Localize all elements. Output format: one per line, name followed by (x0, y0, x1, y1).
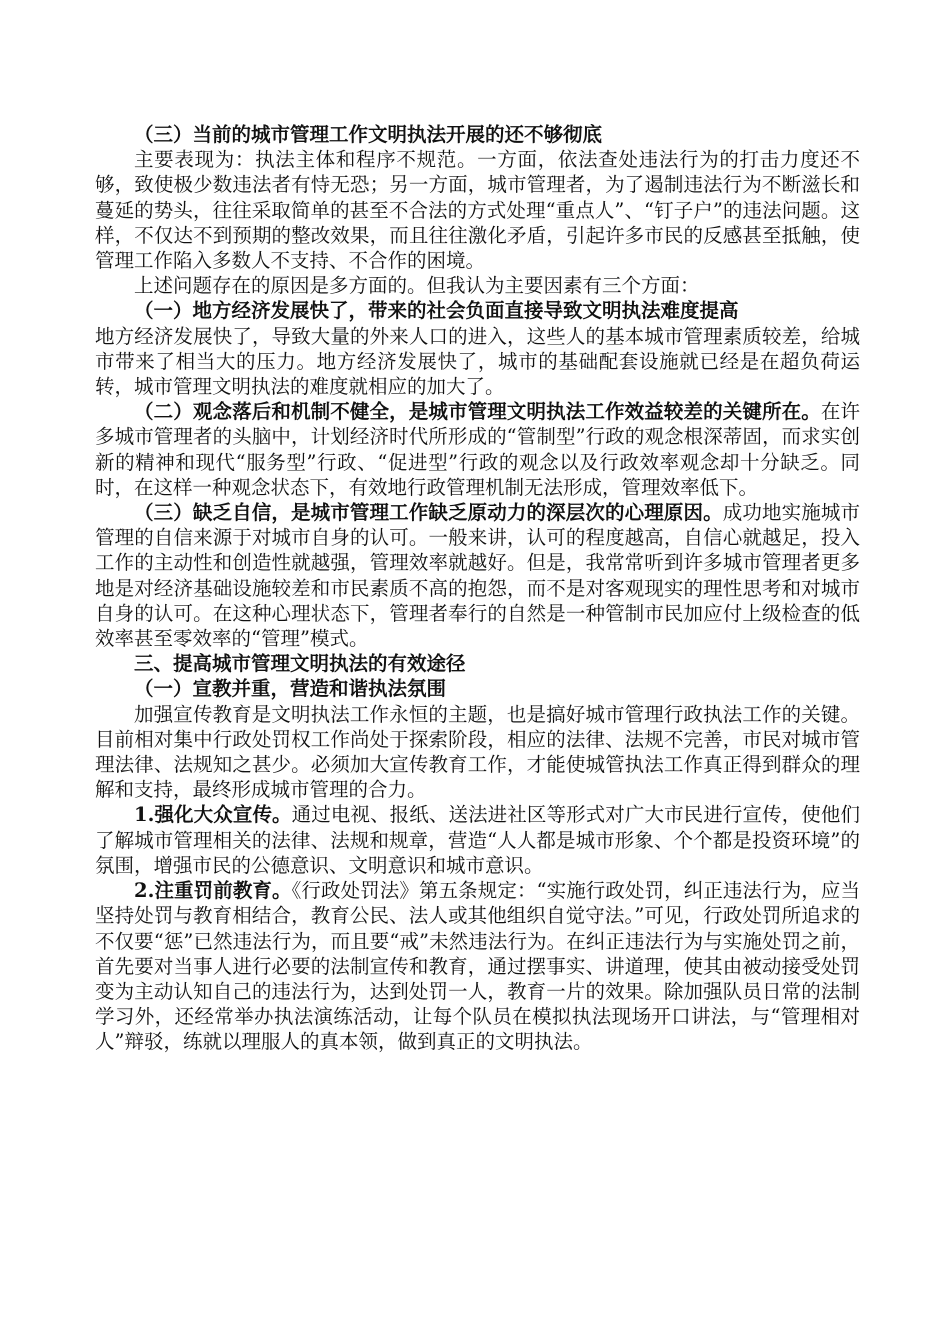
lead-cause-confidence: （三）缺乏自信，是城市管理工作缺乏原动力的深层次的心理原因。 (134, 501, 723, 525)
text-cause-concept: 在许多城市管理者的头脑中，计划经济时代所形成的“管制型”行政的观念根深蒂固，而求实创新的精神和现代“服务型”行政、“促进型”行政的观念以及行政效率观念却十分缺乏。同时，在这样一种观念状态下，有效地行政管理机制无法形成，管理效率低下。 (95, 400, 860, 499)
text-mass-publicity: 通过电视、报纸、送法进社区等形式对广大市民进行宣传，使他们了解城市管理相关的法律、法规和规章，营造“人人都是城市形象、个个都是投资环境”的氛围，增强市民的公德意识、文明意识和城市意识。 (95, 803, 860, 877)
text-cause-confidence: 成功地实施城市管理的自信来源于对城市自身的认可。一般来讲，认可的程度越高，自信心就越足，投入工作的主动性和创造性就越强，管理效率就越好。但是，我常常听到许多城市管理者更多地是对经济基础设施较差和市民素质不高的抱怨，而不是对客观现实的理性思考和对城市自身的认可。在这种心理状态下，管理者奉行的自然是一种管制市民加应付上级检查的低效率甚至零效率的“管理”模式。 (95, 501, 860, 651)
paragraph-mass-publicity (95, 802, 860, 878)
paragraph-cause-concept (95, 399, 860, 500)
paragraph-issue-description: 主要表现为：执法主体和程序不规范。一方面，依法查处违法行为的打击力度还不够，致使极少数违法者有恃无恐；另一方面，城市管理者，为了遏制违法行为不断滋长和蔓延的势头，往往采取简单的甚至不合法的方式处理“重点人”、“钉子户”的违法问题。这样，不仅达不到预期的整改效果，而且往往激化矛盾，引起许多市民的反感甚至抵触，使管理工作陷入多数人不支持、不合作的困境。 (95, 148, 860, 273)
paragraph-publicity: 加强宣传教育是文明执法工作永恒的主题，也是搞好城市管理行政执法工作的关键。目前相对集中行政处罚权工作尚处于探索阶段，相应的法律、法规不完善，市民对城市管理法律、法规知之甚少。必须加大宣传教育工作，才能使城管执法工作真正得到群众的理解和支持，最终形成城市管理的合力。 (95, 702, 860, 802)
heading-cause-economy: （一）地方经济发展快了，带来的社会负面直接导致文明执法难度提高 (134, 299, 739, 323)
lead-mass-publicity: 1.强化大众宣传。 (134, 803, 292, 827)
paragraph-cause-economy: 地方经济发展快了，导致大量的外来人口的进入，这些人的基本城市管理素质较差，给城市带来了相当大的压力。地方经济发展快了，城市的基础配套设施就已经是在超负荷运转，城市管理文明执法的难度就相应的加大了。 (95, 324, 860, 399)
text-pre-penalty-education: 《行政处罚法》第五条规定：“实施行政处罚，纠正违法行为，应当坚持处罚与教育相结合，教育公民、法人或其他组织自觉守法。”可见，行政处罚所追求的不仅要“惩”已然违法行为，而且要“戒”未然违法行为。在纠正违法行为与实施处罚之前，首先要对当事人进行必要的法制宣传和教育，通过摆事实、讲道理，使其由被动接受处罚变为主动认知自己的违法行为，达到处罚一人，教育一片的效果。除加强队员日常的法制学习外，还经常举办执法演练活动，让每个队员在模拟执法现场开口讲法，与“管理相对人”辩驳，练就以理服人的真本领，做到真正的文明执法。 (95, 879, 860, 1054)
heading-section-3: 三、提高城市管理文明执法的有效途径 (134, 652, 466, 676)
lead-cause-concept: （二）观念落后和机制不健全，是城市管理文明执法工作效益较差的关键所在。 (134, 400, 821, 424)
heading-current-issues: （三）当前的城市管理工作文明执法开展的还不够彻底 (134, 123, 603, 146)
paragraph-causes-intro: 上述问题存在的原因是多方面的。但我认为主要因素有三个方面： (134, 274, 700, 298)
lead-pre-penalty-education: 2.注重罚前教育。 (134, 879, 292, 903)
heading-subsection-1: （一）宣教并重，营造和谐执法氛围 (134, 677, 447, 701)
paragraph-cause-confidence (95, 500, 860, 651)
paragraph-pre-penalty-education (95, 878, 860, 1054)
document-page (95, 122, 860, 1055)
